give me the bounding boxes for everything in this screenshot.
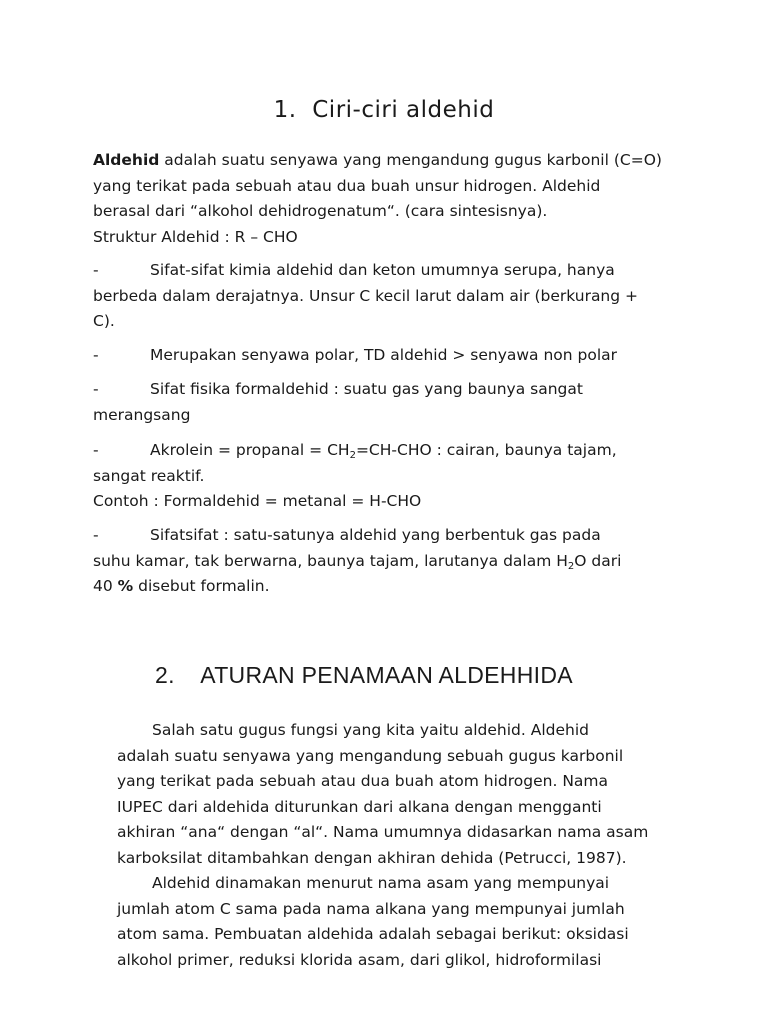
bullet-4-text-a: Akrolein = propanal = CH — [150, 441, 350, 459]
aldehid-bold-term: Aldehid — [93, 151, 160, 169]
bullet-5-line-1: Sifatsifat : satu-satunya aldehid yang berbentuk gas pada — [150, 526, 601, 544]
section-2-line-3: yang terikat pada sebuah atau dua buah atom hidrogen. Nama — [117, 772, 609, 790]
bullet-dash: - — [93, 441, 99, 459]
section-2-line-8: jumlah atom C sama pada nama alkana yang mempunyai jumlah — [117, 899, 625, 918]
bullet-dash: - — [93, 380, 99, 398]
bullet-5-line-2-b: O dari — [574, 551, 622, 570]
section-2-line-1: Salah satu gugus fungsi yang kita yaitu aldehid. Aldehid — [152, 721, 589, 739]
section-2-line-7: Aldehid dinamakan menurut nama asam yang mempunyai — [152, 874, 610, 892]
bullet-4-subscript: 2 — [349, 450, 356, 461]
bullet-3-line-1: Sifat fisika formaldehid : suatu gas yang baunya sangat — [150, 380, 583, 398]
bullet-dash: - — [93, 261, 99, 279]
intro-line-4: Struktur Aldehid : R – CHO — [93, 227, 298, 246]
bullet-item-5 — [93, 523, 693, 600]
example-line: Contoh : Formaldehid = metanal = H-CHO — [93, 492, 422, 510]
section-1-heading: 1. Ciri-ciri aldehid — [273, 97, 495, 123]
section-2-line-2: adalah suatu senyawa yang mengandung sebuah gugus karbonil — [117, 746, 624, 765]
intro-line-1-text: adalah suatu senyawa yang mengandung gugus karbonil (C=O) — [159, 151, 662, 169]
bullet-dash: - — [93, 346, 99, 364]
bullet-1-line-2: berbeda dalam derajatnya. Unsur C kecil larut dalam air (berkurang + — [93, 286, 639, 305]
bullet-4-line-2: sangat reaktif. — [93, 466, 205, 485]
section-2-line-6: karboksilat ditambahkan dengan akhiran dehida (Petrucci, 1987). — [117, 848, 627, 867]
bullet-item-1 — [93, 258, 693, 335]
bullet-5-line-2-a: suhu kamar, tak berwarna, baunya tajam, larutanya dalam H — [93, 551, 568, 570]
bullet-5-number: 40 — [93, 577, 118, 595]
bullet-5-percent: % — [117, 577, 134, 595]
bullet-1-line-3: C). — [93, 312, 115, 330]
section-2-heading: 2. ATURAN PENAMAAN ALDEHHIDA — [155, 662, 573, 688]
bullet-item-3 — [93, 377, 693, 428]
section-2-line-4: IUPEC dari aldehida diturunkan dari alkana dengan mengganti — [117, 797, 602, 816]
bullet-2-line-1: Merupakan senyawa polar, TD aldehid > senyawa non polar — [150, 346, 618, 364]
section-2-line-9: atom sama. Pembuatan aldehida adalah sebagai berikut: oksidasi — [117, 925, 629, 943]
bullet-1-line-1: Sifat-sifat kimia aldehid dan keton umumnya serupa, hanya — [150, 261, 615, 279]
bullet-3-line-2: merangsang — [93, 405, 191, 424]
bullet-5-subscript: 2 — [567, 560, 575, 572]
intro-line-1 — [93, 148, 693, 174]
bullet-5-line-3-rest: disebut formalin. — [133, 577, 270, 595]
bullet-4-text-b: =CH-CHO : cairan, baunya tajam, — [355, 441, 617, 459]
intro-line-3: berasal dari “alkohol dehidrogenatum“. (cara sintesisnya). — [93, 202, 548, 220]
bullet-dash: - — [93, 526, 99, 544]
bullet-item-2 — [93, 343, 693, 369]
section-2-line-5: akhiran “ana“ dengan “al“. Nama umumnya didasarkan nama asam — [117, 823, 649, 841]
intro-paragraph — [93, 148, 693, 250]
intro-line-2: yang terikat pada sebuah atau dua buah unsur hidrogen. Aldehid — [93, 176, 601, 195]
section-2-line-10: alkohol primer, reduksi klorida asam, dari glikol, hidroformilasi — [117, 950, 602, 969]
section-2-body — [117, 718, 677, 973]
bullet-item-4 — [93, 438, 693, 515]
